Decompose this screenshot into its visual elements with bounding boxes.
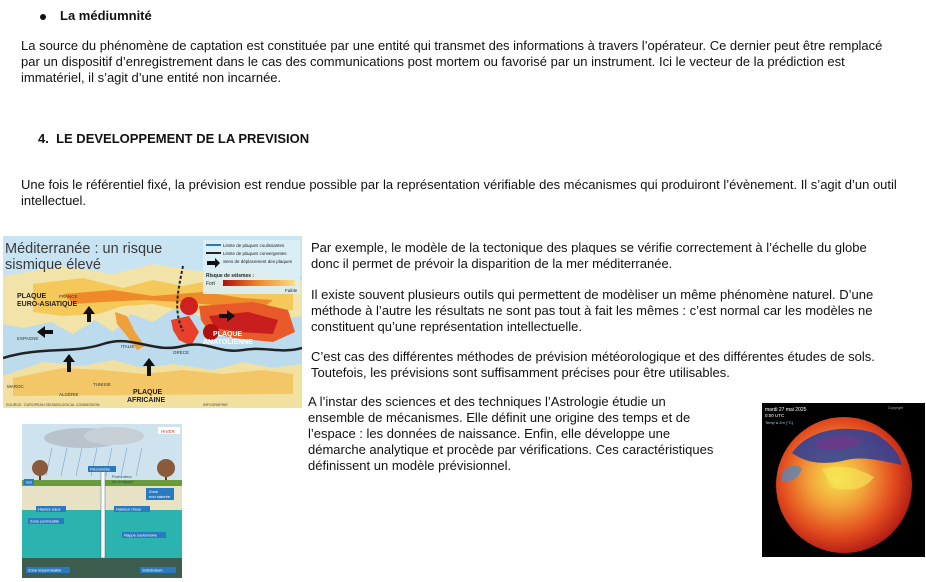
ground-zone-ns-2: non saturée (149, 494, 171, 499)
section-number: 4. (38, 131, 49, 146)
map-legend-fort: Fort (206, 281, 215, 287)
map-legend-2: Limite de plaques convergentes (223, 251, 287, 256)
ground-substratum: Substratum (142, 567, 163, 573)
map-plate-anatolia-2: ANATOLIENNE (203, 339, 253, 346)
ground-zone-permeable: Zone perméable (30, 518, 60, 524)
paragraph-tectonique: Par exemple, le modèle de la tectonique des plaques se vérifie correctement à l’échelle du globe donc il permet de prévoir la disparition de la mer méditerranée. (311, 240, 867, 271)
mediterranean-seismic-map (3, 236, 302, 408)
map-country-grece: GRÈCE (173, 350, 190, 355)
ground-hautes-eaux: Hautes eaux (38, 506, 61, 512)
bullet-label: La médiumnité (60, 8, 152, 23)
map-plate-anatolia-1: PLAQUE (213, 331, 243, 338)
map-title-line1: Méditerranée : un risque (5, 241, 163, 257)
paragraph-source: La source du phénomène de captation est constituée par une entité qui transmet des informations à travers l’opérateur. Ce dernier peut être remplacé par un dispositif d’enregistrement dans le cas des communications post mortem ou favorisé par un instrument. Ici le vecteur de la prédiction est immatériel, il s’agit d’une entité non incarnée. (21, 38, 883, 85)
ground-zone-impermeable: Zone imperméable (28, 567, 62, 573)
map-legend-1: Limite de plaques coulissantes (223, 243, 285, 248)
map-source: SOURCE : EUROPEAN SEISMOLOGICAL COMMISSION (6, 403, 100, 407)
map-legend-4: Risque de séismes : (206, 273, 255, 279)
map-plate-africa-1: PLAQUE (133, 389, 163, 396)
globe-time: 0:00 UTC (765, 413, 785, 418)
map-credit: INFOGRAPHIE (203, 403, 228, 407)
map-country-italie: ITALIE (121, 344, 135, 349)
bullet-mediumnite (40, 8, 152, 23)
map-country-tunisie: TUNISIE (93, 382, 111, 387)
ground-hauteur-eau: Hauteur d'eau (116, 506, 142, 512)
paragraph-referentiel: Une fois le référentiel fixé, la prévision est rendue possible par la représentation vérifiable des mécanismes qui produiront l’évènement. Il s’agit d’un outil intellectuel. (21, 177, 897, 208)
map-title-line2: sismique élevé (5, 257, 101, 273)
ground-nappe: Nappe souterraine (124, 532, 157, 538)
paragraph-meteo: C’est cas des différentes méthodes de prévision météorologique et des différentes études de sols. Toutefois, les prévisions sont suffisamment précises pour être utilisables. (311, 349, 875, 380)
ground-profondeur-1: Profondeur (112, 474, 132, 479)
map-plate-eurasia-1: PLAQUE (17, 293, 47, 300)
ground-season: HIVER (161, 429, 175, 434)
paragraph-outils: Il existe souvent plusieurs outils qui permettent de modèliser un même phénomène naturel. D’une méthode à l’autre les résultats ne sont pas tout à fait les mêmes : c’est normal car les modèles ne constituent qu’une représentation intellectuelle. (311, 287, 874, 334)
bullet-dot-icon (40, 14, 46, 20)
globe-caption: Temp à 2m (°C) (765, 420, 794, 425)
ground-sol: Sol (26, 479, 32, 485)
map-legend-faible: Faible (285, 288, 298, 293)
globe-temperature-map (762, 403, 925, 557)
map-country-algerie: ALGÉRIE (59, 392, 79, 397)
map-plate-eurasia-2: EURO-ASIATIQUE (17, 301, 78, 308)
globe-date: mardi 27 mai 2025 (765, 407, 807, 413)
map-country-france: FRANCE (59, 294, 78, 299)
section-title: LE DEVELOPPEMENT DE LA PREVISION (56, 131, 310, 146)
map-legend-3: Sens de déplacement des plaques (223, 259, 293, 264)
groundwater-diagram (22, 424, 182, 578)
ground-zone-ns-1: Zone (149, 489, 159, 494)
map-country-espagne: ESPAGNE (17, 336, 39, 341)
map-country-maroc: MAROC (7, 384, 24, 389)
ground-piezometre: Piézomètre (90, 466, 111, 472)
paragraph-astrologie: A l’instar des sciences et des techniques l’Astrologie étudie un ensemble de mécanismes. Elle définit une origine des temps et de l’espace : les données de naissance. Enfin, elle développe une démarche analytique et procède par vérifications. Ces caractéristiques définissent un modèle prévisionnel. (308, 394, 714, 473)
map-plate-africa-2: AFRICAINE (127, 397, 166, 404)
globe-corner: Copyright (888, 406, 903, 410)
section-heading (38, 131, 309, 146)
ground-profondeur-2: de la nappe (112, 479, 133, 484)
